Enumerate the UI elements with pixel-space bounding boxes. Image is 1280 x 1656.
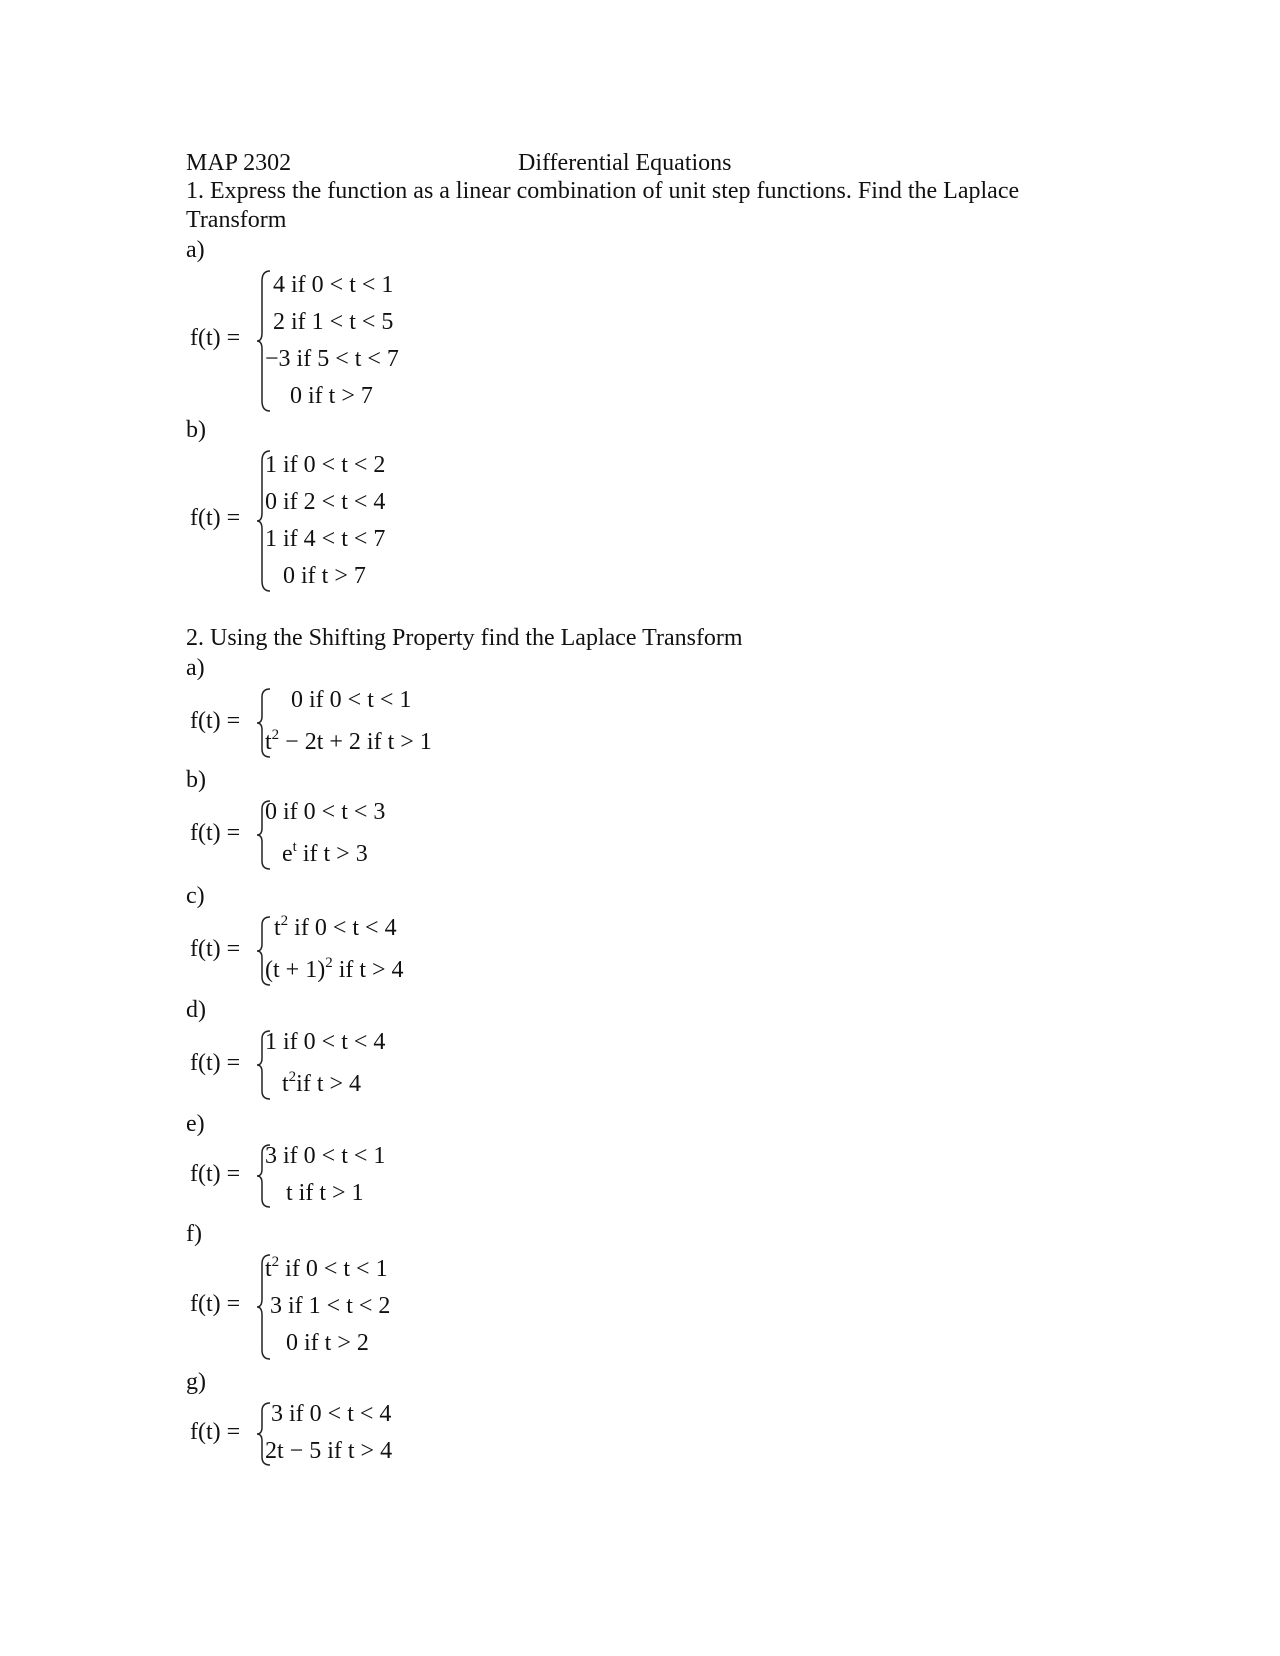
q1a-case-1: 4 if 0 < t < 1: [273, 272, 394, 298]
q1a-case-3: −3 if 5 < t < 7: [265, 346, 399, 372]
q2c-case2-rest: if t > 4: [332, 957, 404, 983]
q2g-case-2: 2t − 5 if t > 4: [265, 1438, 393, 1464]
course-code: MAP 2302: [186, 150, 292, 176]
q2d-case-2: [282, 1070, 361, 1098]
q2f-case-1: [265, 1255, 388, 1283]
q2d-lhs: f(t) =: [190, 1050, 241, 1076]
q1a-case-4: 0 if t > 7: [290, 383, 373, 409]
q2-prompt: 2. Using the Shifting Property find the Laplace Transform: [186, 625, 743, 651]
q2b-label: b): [186, 767, 206, 793]
q1b-label: b): [186, 417, 206, 443]
q2c-case2-base: (t + 1): [265, 957, 326, 983]
q2c-case-1: [274, 914, 397, 942]
q2g-lhs: f(t) =: [190, 1419, 241, 1445]
q2e-label: e): [186, 1111, 205, 1137]
q2b-case-2: [282, 840, 368, 868]
q1b-case-2: 0 if 2 < t < 4: [265, 489, 386, 515]
q1b-case-1: 1 if 0 < t < 2: [265, 452, 386, 478]
q2c-lhs: f(t) =: [190, 936, 241, 962]
q2f-case1-base: t: [265, 1256, 272, 1282]
q2f-lhs: f(t) =: [190, 1291, 241, 1317]
q2b-lhs: f(t) =: [190, 820, 241, 846]
q2a-label: a): [186, 655, 205, 681]
q1b-lhs: f(t) =: [190, 505, 241, 531]
q2d-case2-rest: if t > 4: [296, 1071, 362, 1097]
q2c-label: c): [186, 883, 205, 909]
q2f-label: f): [186, 1221, 202, 1247]
q1b-case-3: 1 if 4 < t < 7: [265, 526, 386, 552]
q1a-case-2: 2 if 1 < t < 5: [273, 309, 394, 335]
q2c-case1-rest: if 0 < t < 4: [288, 915, 397, 941]
q1b-case-4: 0 if t > 7: [283, 563, 366, 589]
q2d-case2-base: t: [282, 1071, 289, 1097]
q2e-case-2: t if t > 1: [286, 1180, 364, 1206]
q2c-case1-base: t: [274, 915, 281, 941]
q2a-case-1: 0 if 0 < t < 1: [291, 687, 412, 713]
left-brace: [257, 270, 271, 412]
q2e-case-1: 3 if 0 < t < 1: [265, 1143, 386, 1169]
q2b-case2-exponent: t: [292, 839, 297, 855]
q2a-case-2: [265, 728, 432, 756]
q2b-case2-rest: if t > 3: [296, 841, 368, 867]
q2a-lhs: f(t) =: [190, 708, 241, 734]
q2c-case2-exponent: 2: [325, 955, 333, 971]
q2d-case2-exponent: 2: [288, 1069, 297, 1085]
q2d-label: d): [186, 997, 206, 1023]
q2g-label: g): [186, 1369, 206, 1395]
q2b-case-1: 0 if 0 < t < 3: [265, 799, 386, 825]
q2e-lhs: f(t) =: [190, 1161, 241, 1187]
q1a-lhs: f(t) =: [190, 325, 241, 351]
q2g-case-1: 3 if 0 < t < 4: [271, 1401, 392, 1427]
q1a-label: a): [186, 237, 205, 263]
q2a-case2-rest: − 2t + 2 if t > 1: [279, 729, 432, 755]
q2f-case1-exponent: 2: [271, 1254, 280, 1270]
q2a-case2-exponent: 2: [271, 727, 280, 743]
q2d-case-1: 1 if 0 < t < 4: [265, 1029, 386, 1055]
q2b-case2-base: e: [282, 841, 293, 867]
q1-prompt-line1: 1. Express the function as a linear combination of unit step functions. Find the Laplace: [186, 178, 1020, 204]
q2c-case1-exponent: 2: [280, 913, 289, 929]
q2f-case-3: 0 if t > 2: [286, 1330, 369, 1356]
q2a-case2-base: t: [265, 729, 272, 755]
course-subject: Differential Equations: [518, 150, 732, 176]
q2c-case-2: [265, 956, 404, 984]
q2f-case1-rest: if 0 < t < 1: [279, 1256, 388, 1282]
q1-prompt-line2: Transform: [186, 207, 287, 233]
q2f-case-2: 3 if 1 < t < 2: [270, 1293, 391, 1319]
